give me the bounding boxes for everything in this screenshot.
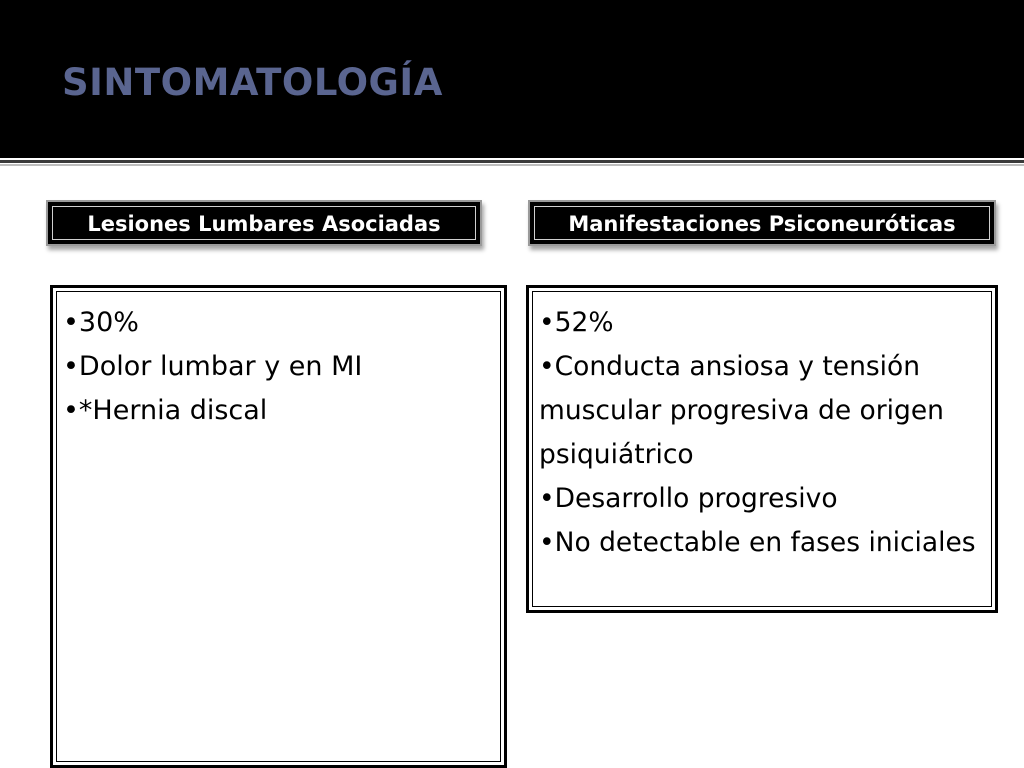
header-divider-light xyxy=(0,164,1024,166)
bullet-item: •No detectable en fases iniciales xyxy=(539,527,976,558)
content-box-left xyxy=(50,285,507,768)
bullet-item: •30% xyxy=(63,307,139,338)
content-box-left-inner xyxy=(56,291,501,762)
label-lesiones-lumbares-text: Lesiones Lumbares Asociadas xyxy=(52,206,476,240)
bullet-item: •Conducta ansiosa y tensión muscular progresiva de origen psiquiátrico xyxy=(539,351,944,470)
bullet-list-right xyxy=(539,301,985,565)
bullet-item: •Desarrollo progresivo xyxy=(539,483,838,514)
bullet-item: •52% xyxy=(539,307,614,338)
label-manifestaciones-psiconeuroticas-text: Manifestaciones Psiconeuróticas xyxy=(534,206,990,240)
bullet-item: •*Hernia discal xyxy=(63,395,268,426)
content-box-right xyxy=(526,285,998,613)
slide-title: SINTOMATOLOGÍA xyxy=(62,61,443,104)
bullet-item: •Dolor lumbar y en MI xyxy=(63,351,363,382)
header-divider xyxy=(0,160,1024,163)
content-box-right-inner xyxy=(532,291,992,607)
label-manifestaciones-psiconeuroticas xyxy=(528,200,996,246)
label-lesiones-lumbares xyxy=(46,200,482,246)
bullet-list-left xyxy=(63,301,494,433)
